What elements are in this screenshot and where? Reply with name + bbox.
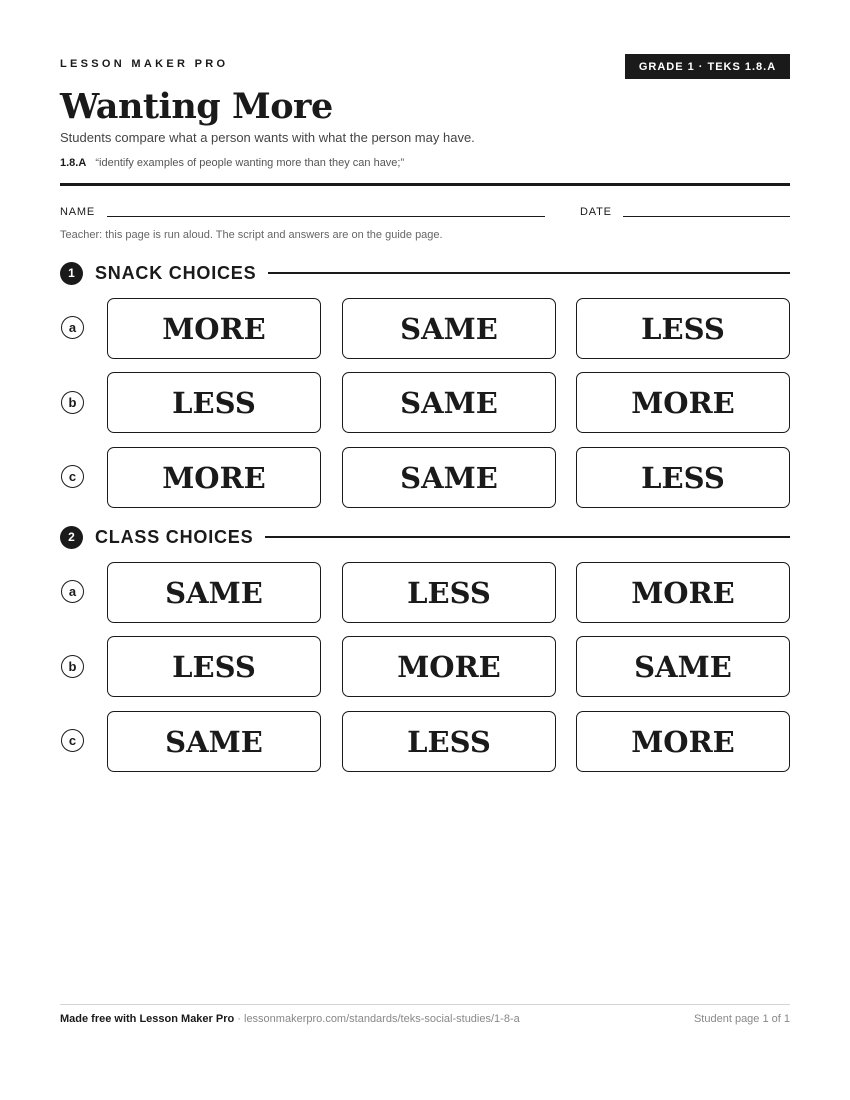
choice-card[interactable]: MORE — [576, 711, 790, 772]
choice-card[interactable]: MORE — [107, 447, 321, 508]
standard-text: “identify examples of people wanting more than they can have;” — [95, 157, 405, 169]
footer-separator: · — [234, 1013, 244, 1025]
row-label: b — [61, 391, 84, 414]
section-title: SNACK CHOICES — [95, 262, 257, 283]
page-subtitle: Students compare what a person wants with what the person may have. — [60, 130, 475, 145]
choice-card[interactable]: SAME — [342, 447, 556, 508]
grade-badge: GRADE 1 · TEKS 1.8.A — [625, 54, 790, 79]
choice-card[interactable]: LESS — [576, 447, 790, 508]
name-label: NAME — [60, 206, 95, 218]
choice-card[interactable]: SAME — [342, 298, 556, 359]
row-label: c — [61, 729, 84, 752]
choice-card[interactable]: SAME — [107, 711, 321, 772]
footer-made-with: Made free with Lesson Maker Pro — [60, 1013, 235, 1025]
section-number-badge: 1 — [60, 262, 83, 285]
section-header-class-choices — [60, 525, 790, 549]
header-divider — [60, 183, 790, 186]
choice-card[interactable]: LESS — [576, 298, 790, 359]
choice-card[interactable]: MORE — [576, 562, 790, 623]
footer-divider — [60, 1004, 790, 1005]
standard-line — [60, 157, 404, 169]
choice-card[interactable]: MORE — [342, 636, 556, 697]
footer-credit — [60, 1013, 520, 1025]
teacher-note: Teacher: this page is run aloud. The script and answers are on the guide page. — [60, 229, 443, 241]
section-divider — [268, 272, 790, 274]
choice-card[interactable]: SAME — [576, 636, 790, 697]
choice-card[interactable]: MORE — [107, 298, 321, 359]
row-label: c — [61, 465, 84, 488]
choice-card[interactable]: MORE — [576, 372, 790, 433]
choice-card[interactable]: LESS — [107, 372, 321, 433]
choice-card[interactable]: LESS — [342, 711, 556, 772]
footer-page-info: Student page 1 of 1 — [693, 1013, 790, 1025]
choice-card[interactable]: LESS — [342, 562, 556, 623]
row-label: a — [61, 316, 84, 339]
section-header-snack-choices — [60, 261, 790, 285]
footer-url[interactable]: lessonmakerpro.com/standards/teks-social-studies/1-8-a — [244, 1013, 520, 1025]
date-field[interactable] — [623, 216, 790, 217]
section-number-badge: 2 — [60, 526, 83, 549]
brand-name: LESSON MAKER PRO — [60, 58, 229, 70]
date-label: DATE — [580, 206, 612, 218]
page-title: Wanting More — [60, 86, 333, 127]
section-title: CLASS CHOICES — [95, 526, 254, 547]
name-field[interactable] — [107, 216, 545, 217]
row-label: a — [61, 580, 84, 603]
choice-card[interactable]: SAME — [107, 562, 321, 623]
section-divider — [265, 536, 790, 538]
standard-code: 1.8.A — [60, 157, 87, 169]
choice-card[interactable]: SAME — [342, 372, 556, 433]
choice-card[interactable]: LESS — [107, 636, 321, 697]
row-label: b — [61, 655, 84, 678]
